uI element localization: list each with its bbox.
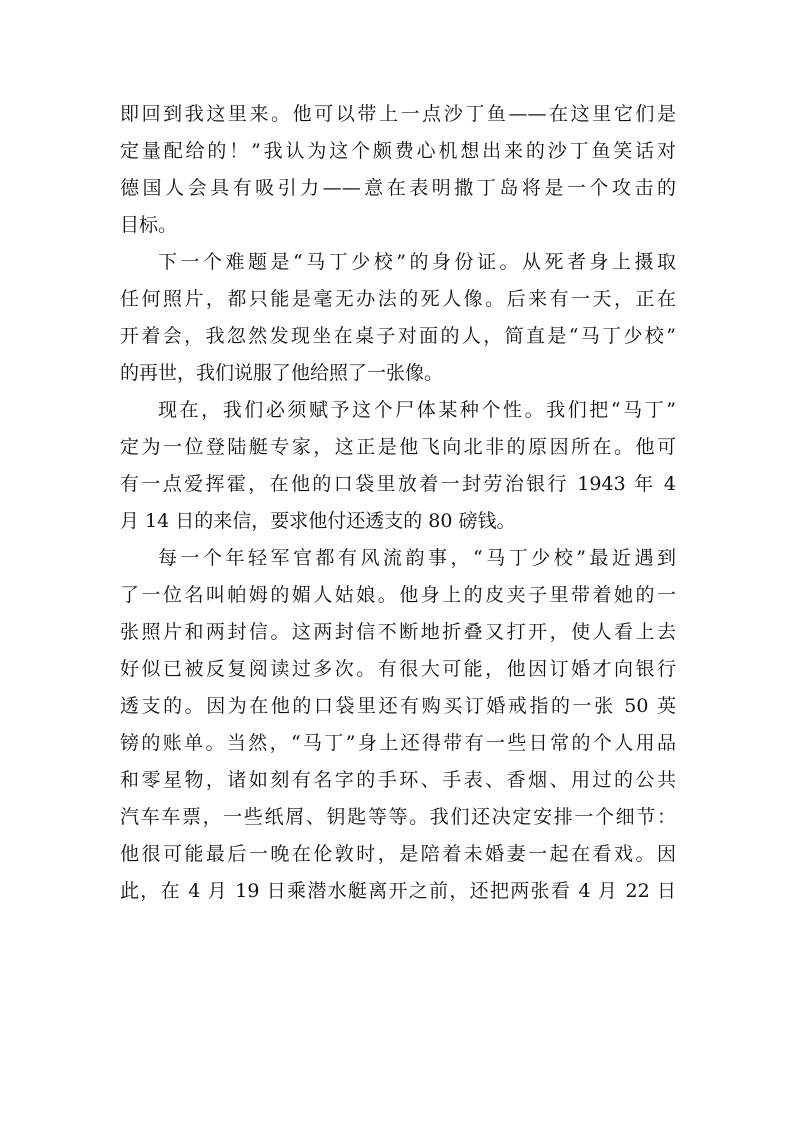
text-line: 现在，我们必须赋予这个尸体某种个性。我们把“马丁”: [158, 399, 676, 421]
text-line: 开着会，我忽然发现坐在桌子对面的人，简直是“马丁少校”: [120, 325, 676, 347]
text-line: 透支的。因为在他的口袋里还有购买订婚戒指的一张 50 英: [120, 695, 676, 717]
text-line: 定为一位登陆艇专家，这正是他飞向北非的原因所在。他可: [120, 436, 676, 458]
text-line: 定量配给的！”我认为这个颇费心机想出来的沙丁鱼笑话对: [120, 140, 676, 162]
text-line: 任何照片，都只能是毫无办法的死人像。后来有一天，正在: [120, 288, 676, 310]
text-line: 汽车车票，一些纸屑、钥匙等等。我们还决定安排一个细节：: [120, 806, 676, 828]
text-line: 他很可能最后一晚在伦敦时，是陪着未婚妻一起在看戏。因: [120, 843, 676, 865]
text-line: 的再世，我们说服了他给照了一张像。: [120, 362, 444, 384]
text-line: 德国人会具有吸引力——意在表明撒丁岛将是一个攻击的: [120, 177, 676, 199]
text-line: 好似已被反复阅读过多次。有很大可能，他因订婚才向银行: [120, 658, 676, 680]
text-line: 了一位名叫帕姆的媚人姑娘。他身上的皮夹子里带着她的一: [120, 584, 676, 606]
text-line: 下一个难题是“马丁少校”的身份证。从死者身上摄取: [158, 251, 676, 273]
text-line: 即回到我这里来。他可以带上一点沙丁鱼——在这里它们是: [120, 103, 676, 125]
text-line: 镑的账单。当然，“马丁”身上还得带有一些日常的个人用品: [120, 732, 676, 754]
text-line: 此，在 4 月 19 日乘潜水艇离开之前，还把两张看 4 月 22 日: [120, 880, 676, 902]
text-line: 张照片和两封信。这两封信不断地折叠又打开，使人看上去: [120, 621, 676, 643]
text-line: 和零星物，诸如刻有名字的手环、手表、香烟、用过的公共: [120, 769, 676, 791]
body-text: [120, 96, 676, 910]
text-line: 每一个年轻军官都有风流韵事，“马丁少校”最近遇到: [158, 547, 676, 569]
text-line: 月 14 日的来信，要求他付还透支的 80 磅钱。: [120, 510, 516, 532]
text-line: 目标。: [120, 214, 178, 236]
text-line: 有一点爱挥霍，在他的口袋里放着一封劳治银行 1943 年 4: [120, 473, 676, 495]
